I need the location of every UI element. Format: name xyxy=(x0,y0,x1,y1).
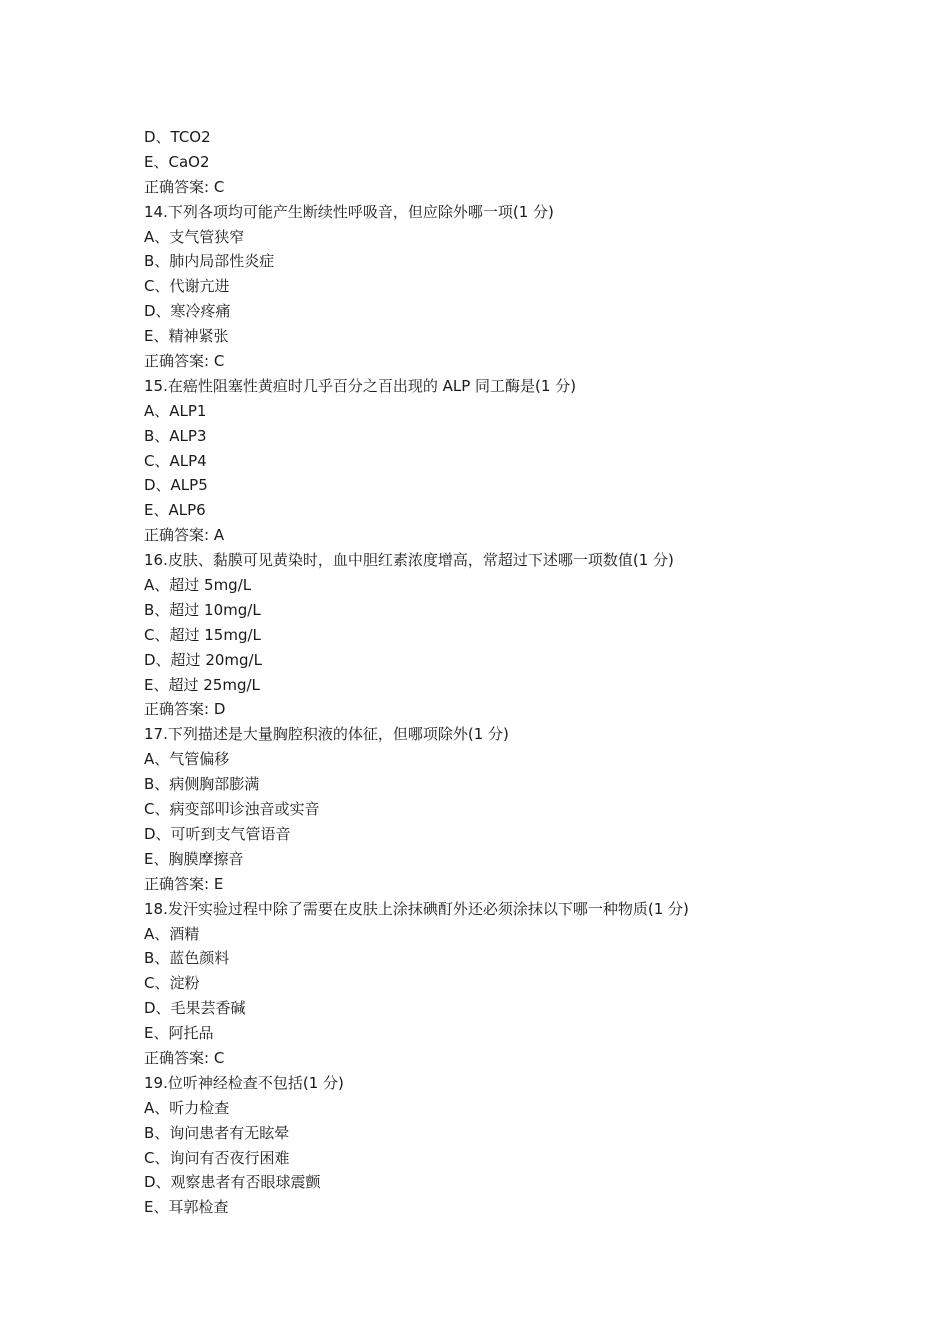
text-line: C、超过 15mg/L xyxy=(144,625,261,644)
text-line: E、胸膜摩擦音 xyxy=(144,849,244,868)
text-line: 16.皮肤、黏膜可见黄染时，血中胆红素浓度增高，常超过下述哪一项数值(1 分) xyxy=(144,551,674,570)
text-line: D、观察患者有否眼球震颤 xyxy=(144,1173,321,1192)
text-line: A、ALP1 xyxy=(144,401,207,420)
text-line: 18.发汗实验过程中除了需要在皮肤上涂抹碘酊外还必须涂抹以下哪一种物质(1 分) xyxy=(144,899,689,918)
text-line: E、CaO2 xyxy=(144,152,210,171)
text-line: D、毛果芸香碱 xyxy=(144,999,246,1018)
text-line: C、淀粉 xyxy=(144,974,200,993)
text-line: 17.下列描述是大量胸腔积液的体征，但哪项除外(1 分) xyxy=(144,725,509,744)
text-line: 正确答案: C xyxy=(144,352,225,371)
text-line: 19.位听神经检查不包括(1 分) xyxy=(144,1073,344,1092)
text-line: A、酒精 xyxy=(144,924,200,943)
text-line: A、超过 5mg/L xyxy=(144,576,252,595)
text-line: E、阿托品 xyxy=(144,1024,214,1043)
text-line: 正确答案: C xyxy=(144,177,225,196)
text-line: B、询问患者有无眩晕 xyxy=(144,1123,290,1142)
text-line: 14.下列各项均可能产生断续性呼吸音，但应除外哪一项(1 分) xyxy=(144,202,554,221)
text-line: E、超过 25mg/L xyxy=(144,675,260,694)
text-line: 正确答案: E xyxy=(144,874,224,893)
text-line: C、代谢亢进 xyxy=(144,277,230,296)
text-line: A、气管偏移 xyxy=(144,750,230,769)
text-line: B、ALP3 xyxy=(144,426,207,445)
text-line: B、肺内局部性炎症 xyxy=(144,252,275,271)
text-line: 15.在癌性阻塞性黄疸时几乎百分之百出现的 ALP 同工酶是(1 分) xyxy=(144,376,577,395)
text-line: C、病变部叩诊浊音或实音 xyxy=(144,800,320,819)
text-line: 正确答案: D xyxy=(144,700,226,719)
text-line: E、耳郭检查 xyxy=(144,1198,229,1217)
text-line: E、ALP6 xyxy=(144,501,206,520)
text-line: 正确答案: A xyxy=(144,526,225,545)
document-body xyxy=(144,125,844,1220)
text-line: D、ALP5 xyxy=(144,476,208,495)
text-line: D、可听到支气管语音 xyxy=(144,824,291,843)
text-line: B、病侧胸部膨满 xyxy=(144,775,260,794)
text-line: D、TCO2 xyxy=(144,128,211,146)
text-line: A、支气管狭窄 xyxy=(144,227,245,246)
text-line: C、询问有否夜行困难 xyxy=(144,1148,290,1167)
text-line: D、寒冷疼痛 xyxy=(144,302,231,321)
text-line: E、精神紧张 xyxy=(144,327,229,346)
text-line: C、ALP4 xyxy=(144,451,207,470)
text-line: 正确答案: C xyxy=(144,1048,225,1067)
text-line: B、蓝色颜料 xyxy=(144,949,230,968)
text-line: A、听力检查 xyxy=(144,1098,230,1117)
text-line: D、超过 20mg/L xyxy=(144,650,262,669)
text-line: B、超过 10mg/L xyxy=(144,600,261,619)
